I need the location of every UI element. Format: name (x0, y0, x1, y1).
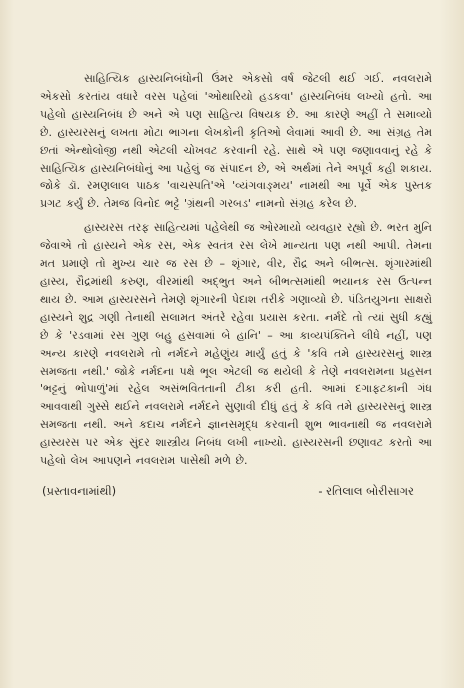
paragraph-1: સાહિત્યિક હાસ્યનિબંધોની ઉંમર એકસો વર્ષ જેટલી થઈ ગઈ. નવલરામે એકસો કરતાંય વધારે વરસ પહેલાં 'ઓથારિયો હડકવા' હાસ્યનિબંધ લખ્યો હતો. આ પહેલો હાસ્યનિબંધ છે અને એ પણ સાહિત્ય વિષયક છે. આ કારણે અહીં તે સમાવ્યો છે. હાસ્યરસનું લખતા મોટા ભાગના લેખકોની કૃતિઓ લેવામાં આવી છે. આ સંગ્રહ તેમ છતાં એન્થોલોજી નથી એટલી ચોખવટ કરવાની રહે. સાથે એ પણ જણાવવાનું રહે કે સાહિત્યિક હાસ્યનિબંધોનું આ પહેલું જ સંપાદન છે, એ અર્થમાં તેને અપૂર્વ કહી શકાય. જોકે ડૉ. રમણલાલ પાઠક 'વાચસ્પતિ'એ 'વ્યંગવાઙ્મય' નામથી આ પૂર્વે એક પુસ્તક પ્રગટ કર્યું છે. તેમજ વિનોદ ભટ્ટે 'ગ્રંથની ગરબડ' નામનો સંગ્રહ કરેલ છે. (40, 72, 432, 211)
source-note: (પ્રસ્તાવનામાંથી) (42, 483, 117, 498)
page-content (40, 70, 432, 499)
author-name: - રતિલાલ બોરીસાગર (318, 483, 414, 498)
signature-row (40, 484, 432, 499)
paragraph-2: હાસ્યરસ તરફ સાહિત્યમાં પહેલેથી જ ઓરમાયો વ્યવહાર રહ્યો છે. ભરત મુનિ જેવાએ તો હાસ્યને એક રસ, એક સ્વતંત્ર રસ લેખે માન્યતા પણ નથી આપી. તેમના મત પ્રમાણે તો મુખ્ય ચાર જ રસ છે – શૃંગાર, વીર, રૌદ્ર અને બીભત્સ. શૃંગારમાંથી હાસ્ય, રૌદ્રમાંથી કરુણ, વીરમાંથી અદ્ભુત અને બીભત્સમાંથી ભયાનક રસ ઉત્પન્ન થાય છે. આમ હાસ્યરસને તેમણે શૃંગારની પેદાશ તરીકે ગણાવ્યો છે. પંડિતયુગના સાક્ષરો હાસ્યને શુદ્ર ગણી તેનાથી સલામત અંતરે રહેવા પ્રયાસ કરતા. નર્મદે તો ત્યાં સુધી કહ્યું છે કે 'રડવામાં રસ ગુણ બહુ હસવામાં બે હાનિ' – આ કાવ્યપંક્તિને લીધે નહીં, પણ અન્ય કારણે નવલરામે તો નર્મદને મહેણુંય માર્યું હતું કે 'કવિ તમે હાસ્યરસનું શાસ્ત્ર સમજતા નથી.' જોકે નર્મદના પક્ષે ભૂલ એટલી જ થયેલી કે તેણે નવલરામના પ્રહસન 'ભટ્ટનું ભોપાળું'માં રહેલ અસંભવિતતાની ટીકા કરી હતી. આમાં દગાફટકાની ગંધ આવવાથી ગુસ્સે થઈને નવલરામે નર્મદને સુણાવી દીધું હતું કે કવિ તમે હાસ્યરસનું શાસ્ત્ર સમજતા નથી. અને કદાચ નર્મદને જ્ઞાનસમૃદ્ધ કરવાની શુભ ભાવનાથી જ નવલરામે હાસ્યરસ પર એક સુંદર શાસ્ત્રીય નિબંધ લખી નાખ્યો. હાસ્યરસની છણાવટ કરતો આ પહેલો લેખ આપણને નવલરામ પાસેથી મળે છે. (40, 221, 432, 468)
